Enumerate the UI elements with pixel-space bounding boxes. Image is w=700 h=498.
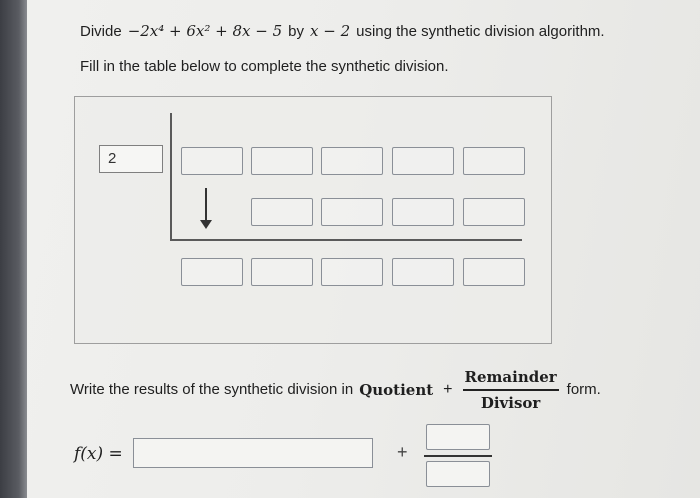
results-instruction xyxy=(70,368,601,412)
divide-word: Divide xyxy=(80,23,122,40)
divisor-expression: x − 2 xyxy=(310,22,351,40)
down-arrow-head-icon xyxy=(200,220,212,229)
coefficient-cell-3[interactable] xyxy=(321,147,383,175)
remainder-over-divisor xyxy=(463,368,559,412)
by-word: by xyxy=(288,23,304,40)
remainder-word: Remainder xyxy=(464,368,557,386)
divisor-input[interactable]: 2 xyxy=(99,145,163,173)
answer-fraction-bar xyxy=(424,455,492,457)
coefficient-cell-2[interactable] xyxy=(251,147,313,175)
result-cell-4[interactable] xyxy=(392,258,454,286)
form-word: form. xyxy=(566,381,601,399)
product-cell-1[interactable] xyxy=(251,198,313,226)
remainder-input[interactable] xyxy=(426,424,490,450)
coefficient-cell-5[interactable] xyxy=(463,147,525,175)
divisor-answer-input[interactable] xyxy=(426,461,490,487)
result-cell-3[interactable] xyxy=(321,258,383,286)
results-instruction-text: Write the results of the synthetic division in xyxy=(70,381,354,399)
product-cell-4[interactable] xyxy=(463,198,525,226)
coefficient-cell-1[interactable] xyxy=(181,147,243,175)
plus-between: + xyxy=(397,442,408,462)
question-line-1 xyxy=(80,22,605,40)
coefficient-cell-4[interactable] xyxy=(392,147,454,175)
down-arrow-icon xyxy=(205,188,207,222)
left-window-edge xyxy=(0,0,27,498)
result-cell-5[interactable] xyxy=(463,258,525,286)
question-suffix: using the synthetic division algorithm. xyxy=(356,23,605,40)
product-cell-2[interactable] xyxy=(321,198,383,226)
result-cell-2[interactable] xyxy=(251,258,313,286)
table-vertical-line xyxy=(170,113,172,241)
quotient-input[interactable] xyxy=(133,438,373,468)
question-line-2: Fill in the table below to complete the synthetic division. xyxy=(80,58,449,75)
divisor-word: Divisor xyxy=(480,393,541,412)
dividend-expression: −2x⁴ + 6x² + 8x − 5 xyxy=(127,22,283,40)
quotient-word: Quotient xyxy=(359,380,434,399)
table-horizontal-line xyxy=(170,239,522,241)
result-cell-1[interactable] xyxy=(181,258,243,286)
fx-label: f(x) = xyxy=(74,444,123,464)
product-cell-3[interactable] xyxy=(392,198,454,226)
plus-sign: + xyxy=(443,380,453,398)
